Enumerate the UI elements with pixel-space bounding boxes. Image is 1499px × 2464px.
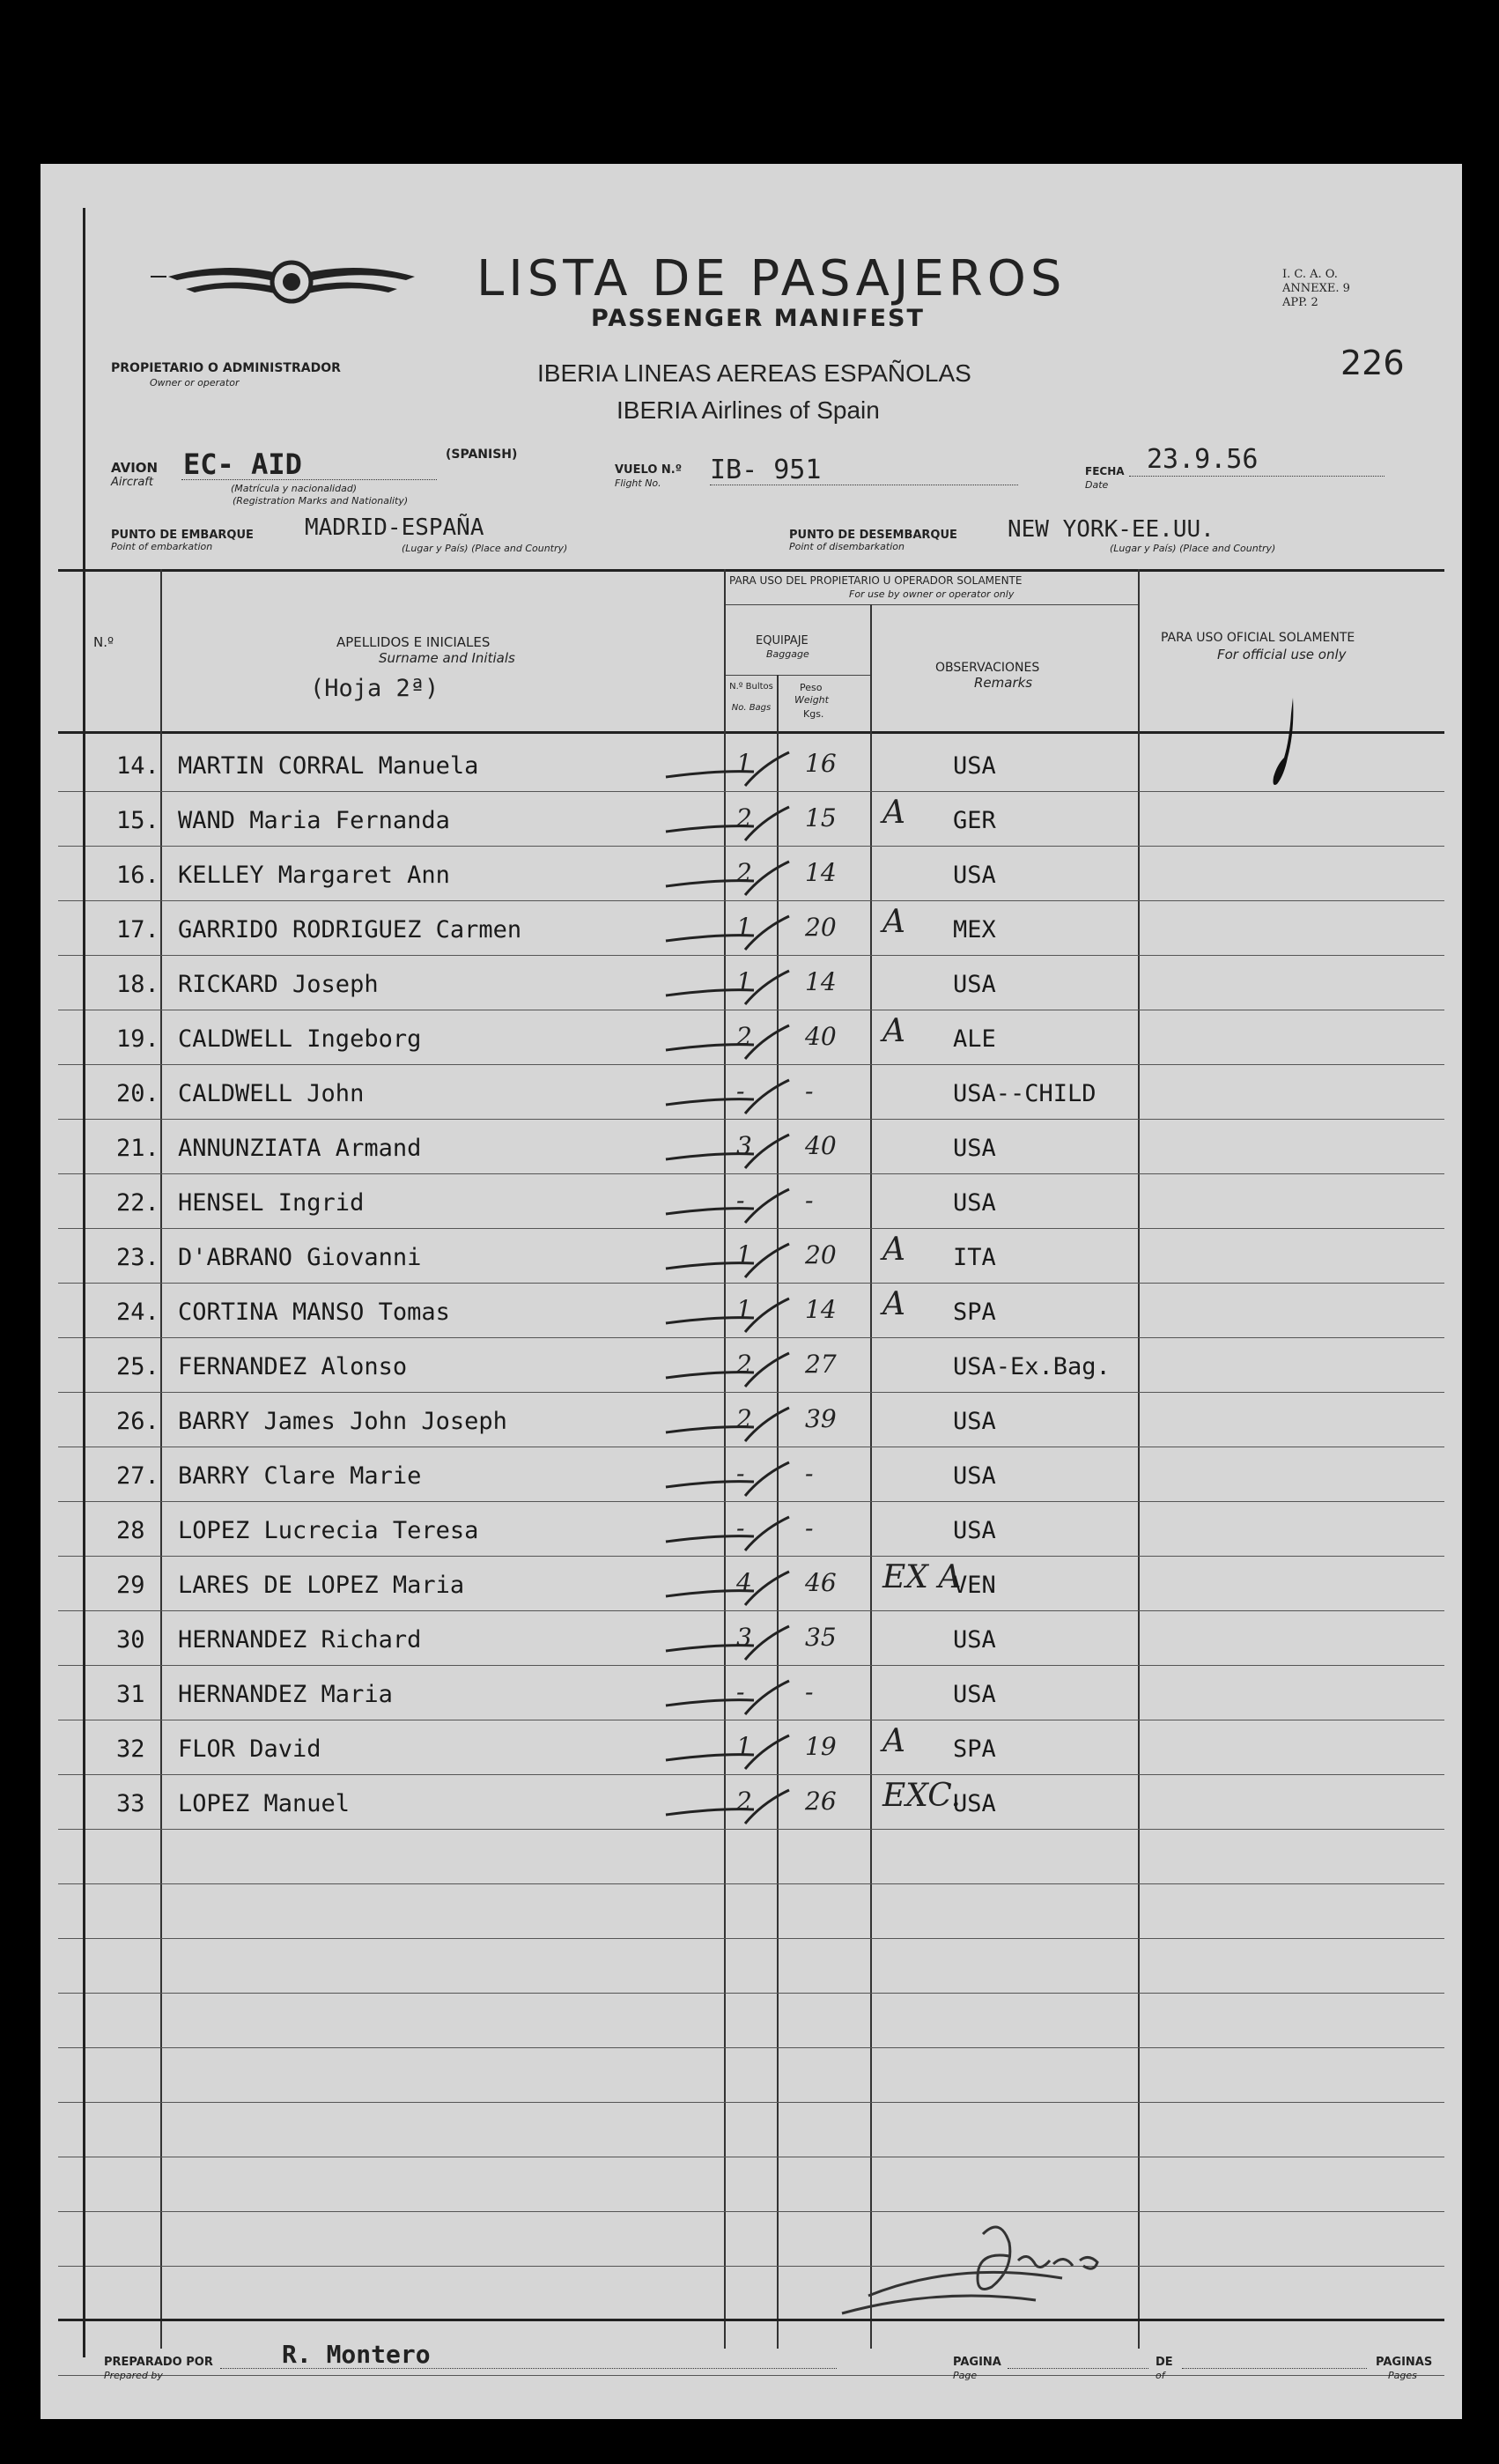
row-rule (58, 2047, 1444, 2048)
flight-underline (710, 485, 1018, 486)
aircraft-note: (Matrícula y nacionalidad) (231, 483, 358, 494)
prepared-label: PREPARADO POR (104, 2356, 213, 2369)
col-names-header-en: Surname and Initials (379, 650, 515, 666)
remark: USA (953, 1790, 996, 1817)
bags-count: 2 (736, 1787, 752, 1816)
col-no-header: N.º (93, 634, 114, 650)
row-number: 17. (116, 916, 159, 943)
passenger-name: CORTINA MANSO Tomas (178, 1299, 450, 1326)
check-stroke-icon (657, 1402, 798, 1447)
embark-label-en: Point of embarkation (111, 541, 213, 552)
row-number: 30 (116, 1626, 145, 1654)
remark: USA (953, 1681, 996, 1708)
baggage-weight: 26 (805, 1787, 837, 1816)
row-number: 33 (116, 1790, 145, 1817)
baggage-weight: 40 (805, 1022, 837, 1051)
remark: SPA (953, 1299, 996, 1326)
col-names-header: APELLIDOS E INICIALES (336, 634, 491, 650)
page-title: LISTA DE PASAJEROS (476, 250, 1067, 307)
check-stroke-icon (657, 1020, 798, 1064)
baggage-weight: 35 (805, 1623, 837, 1652)
owner-use-divider (726, 604, 1138, 605)
official-header-en: For official use only (1217, 647, 1347, 662)
row-number: 14. (116, 752, 159, 780)
page-underline (1008, 2368, 1148, 2370)
check-stroke-icon (657, 802, 798, 846)
handwritten-mark: EXC. (882, 1778, 961, 1814)
row-number: 22. (116, 1189, 159, 1217)
owner-use-header: PARA USO DEL PROPIETARIO U OPERADOR SOLAMENTE (729, 574, 1023, 587)
icao-line-2: ANNEXE. 9 (1282, 282, 1350, 295)
bags-count: 1 (736, 1295, 752, 1324)
date-value: 23.9.56 (1147, 444, 1259, 475)
handwritten-mark: A (882, 904, 905, 940)
row-rule (58, 846, 1444, 847)
passenger-name: CALDWELL Ingeborg (178, 1025, 422, 1053)
row-rule (58, 1610, 1444, 1611)
disembark-note: (Lugar y País) (Place and Country) (1110, 543, 1276, 554)
check-stroke-icon (657, 1457, 798, 1501)
baggage-weight: 14 (805, 858, 837, 887)
passenger-name: BARRY James John Joseph (178, 1408, 507, 1435)
bags-count: - (736, 1677, 745, 1706)
check-stroke-icon (657, 1348, 798, 1392)
row-rule (58, 1283, 1444, 1284)
row-rule (58, 2211, 1444, 2212)
row-number: 21. (116, 1135, 159, 1162)
baggage-weight: 19 (805, 1732, 837, 1761)
bags-count: 2 (736, 1022, 752, 1051)
owner-value: IBERIA LINEAS AEREAS ESPAÑOLAS (537, 359, 971, 387)
table-header-bottom (58, 731, 1444, 734)
row-rule (58, 1337, 1444, 1338)
check-stroke-icon (657, 1566, 798, 1610)
disembark-label-en: Point of disembarkation (789, 541, 905, 552)
remark: USA (953, 752, 996, 780)
bags-count: 4 (736, 1568, 752, 1597)
prepared-underline (220, 2368, 837, 2370)
remark: USA--CHILD (953, 1080, 1097, 1107)
weight-header: Peso (800, 682, 823, 693)
row-rule (58, 955, 1444, 956)
row-number: 16. (116, 862, 159, 889)
row-number: 25. (116, 1353, 159, 1380)
baggage-weight: 27 (805, 1350, 837, 1379)
row-rule (58, 1501, 1444, 1502)
row-rule (58, 1228, 1444, 1229)
page-label: PAGINA (953, 2356, 1001, 2369)
check-stroke-icon (657, 1129, 798, 1173)
baggage-weight: - (805, 1459, 814, 1488)
embark-note: (Lugar y País) (Place and Country) (402, 543, 568, 554)
bags-count: - (736, 1077, 745, 1106)
remark: USA (953, 1135, 996, 1162)
baggage-weight: 14 (805, 967, 837, 996)
handwritten-mark: A (882, 795, 905, 831)
row-rule (58, 1556, 1444, 1557)
col-remarks-divider (1138, 569, 1140, 2349)
remark: VEN (953, 1572, 996, 1599)
date-label: FECHA (1085, 465, 1125, 477)
handwritten-mark: A (882, 1013, 905, 1049)
check-stroke-icon (657, 1676, 798, 1720)
check-stroke-icon (657, 1184, 798, 1228)
passenger-name: HERNANDEZ Maria (178, 1681, 393, 1708)
baggage-header-en: Baggage (766, 648, 809, 660)
row-number: 23. (116, 1244, 159, 1271)
page-label-en: Page (953, 2370, 978, 2381)
aircraft-note-en: (Registration Marks and Nationality) (233, 495, 409, 507)
table-top-border (58, 569, 1444, 572)
row-rule (58, 1064, 1444, 1065)
remark: USA (953, 1462, 996, 1490)
aircraft-label: AVION (111, 460, 159, 476)
row-rule (58, 791, 1444, 792)
passenger-name: KELLEY Margaret Ann (178, 862, 450, 889)
row-number: 27. (116, 1462, 159, 1490)
check-stroke-icon (657, 911, 798, 955)
official-ink-mark-icon (1268, 696, 1303, 793)
check-stroke-icon (657, 1512, 798, 1556)
passenger-name: D'ABRANO Giovanni (178, 1244, 422, 1271)
bags-count: 3 (736, 1131, 752, 1160)
remark: USA (953, 1517, 996, 1544)
row-number: 32 (116, 1735, 145, 1763)
baggage-header: EQUIPAJE (756, 634, 809, 647)
row-rule (58, 1883, 1444, 1884)
row-rule (58, 900, 1444, 901)
row-number: 28 (116, 1517, 145, 1544)
handwritten-mark: A (882, 1286, 905, 1322)
remark: GER (953, 807, 996, 834)
baggage-weight: 15 (805, 803, 837, 832)
passenger-name: FERNANDEZ Alonso (178, 1353, 408, 1380)
bags-count: 2 (736, 803, 752, 832)
baggage-weight: 16 (805, 749, 837, 778)
row-rule (58, 1993, 1444, 1994)
row-rule (58, 1829, 1444, 1830)
handwritten-mark: EX A (882, 1559, 962, 1595)
flight-label: VUELO N.º (615, 463, 683, 477)
embark-value: MADRID-ESPAÑA (305, 514, 484, 541)
bags-count: 1 (736, 1240, 752, 1269)
row-number: 15. (116, 807, 159, 834)
aircraft-underline (181, 479, 437, 481)
passenger-name: ANNUNZIATA Armand (178, 1135, 422, 1162)
aircraft-nationality: (SPANISH) (446, 448, 518, 462)
row-number: 24. (116, 1299, 159, 1326)
pages-label: PAGINAS (1376, 2356, 1433, 2369)
remark: MEX (953, 916, 996, 943)
bags-count: 1 (736, 749, 752, 778)
col-weight-divider (870, 604, 872, 2349)
check-stroke-icon (657, 966, 798, 1010)
handwritten-mark: A (882, 1232, 905, 1268)
check-stroke-icon (657, 1075, 798, 1119)
row-rule (58, 1392, 1444, 1393)
row-number: 20. (116, 1080, 159, 1107)
pages-label-en: Pages (1388, 2370, 1417, 2381)
bags-count: 1 (736, 913, 752, 942)
disembark-label: PUNTO DE DESEMBARQUE (789, 529, 957, 542)
row-rule (58, 2375, 1444, 2376)
date-label-en: Date (1085, 479, 1109, 491)
row-rule (58, 2266, 1444, 2267)
footer-top-border (58, 2319, 1444, 2321)
passenger-name: HERNANDEZ Richard (178, 1626, 422, 1654)
flight-value: IB- 951 (710, 455, 822, 485)
row-number: 29 (116, 1572, 145, 1599)
bags-count: 2 (736, 1404, 752, 1433)
row-rule (58, 1665, 1444, 1666)
bags-header-en: No. Bags (731, 703, 772, 713)
row-number: 31 (116, 1681, 145, 1708)
flight-label-en: Flight No. (615, 477, 661, 489)
passenger-name: LOPEZ Manuel (178, 1790, 351, 1817)
row-rule (58, 1173, 1444, 1174)
passenger-name: FLOR David (178, 1735, 321, 1763)
bags-header: N.º Bultos (729, 682, 773, 692)
bags-count: 1 (736, 1732, 752, 1761)
remark: USA (953, 1408, 996, 1435)
left-margin-rule (83, 208, 85, 2357)
icao-line-1: I. C. A. O. (1282, 268, 1338, 281)
row-number: 18. (116, 971, 159, 998)
check-stroke-icon (657, 1785, 798, 1829)
page-number: 226 (1340, 344, 1405, 382)
passenger-name: LARES DE LOPEZ Maria (178, 1572, 465, 1599)
aircraft-value: EC- AID (183, 448, 302, 481)
check-stroke-icon (657, 1621, 798, 1665)
of-underline (1182, 2368, 1367, 2370)
passenger-name: HENSEL Ingrid (178, 1189, 365, 1217)
remarks-header-en: Remarks (974, 675, 1033, 691)
row-rule (58, 1119, 1444, 1120)
baggage-weight: - (805, 1186, 814, 1215)
bags-count: - (736, 1186, 745, 1215)
page-subtitle: PASSENGER MANIFEST (591, 305, 925, 332)
weight-header-en: Weight (794, 694, 829, 706)
weight-unit: Kgs. (803, 708, 824, 720)
remark: USA (953, 862, 996, 889)
baggage-weight: 40 (805, 1131, 837, 1160)
prepared-label-en: Prepared by (104, 2370, 163, 2381)
baggage-weight: 46 (805, 1568, 837, 1597)
row-number: 19. (116, 1025, 159, 1053)
remarks-header: OBSERVACIONES (935, 661, 1040, 675)
remark: USA-Ex.Bag. (953, 1353, 1111, 1380)
owner-label: PROPIETARIO O ADMINISTRADOR (111, 361, 341, 375)
row-rule (58, 2102, 1444, 2103)
iberia-wings-logo-icon (151, 250, 432, 312)
passenger-name: MARTIN CORRAL Manuela (178, 752, 479, 780)
check-stroke-icon (657, 1730, 798, 1774)
col-no-divider (160, 569, 162, 2349)
handwritten-mark: A (882, 1723, 905, 1759)
manifest-sheet (41, 164, 1462, 2419)
remark: ALE (953, 1025, 996, 1053)
aircraft-label-en: Aircraft (111, 476, 153, 489)
baggage-weight: 14 (805, 1295, 837, 1324)
passenger-name: BARRY Clare Marie (178, 1462, 422, 1490)
passenger-name: GARRIDO RODRIGUEZ Carmen (178, 916, 522, 943)
baggage-weight: 20 (805, 913, 837, 942)
bags-count: 2 (736, 858, 752, 887)
official-header: PARA USO OFICIAL SOLAMENTE (1161, 631, 1355, 645)
baggage-weight: - (805, 1677, 814, 1706)
bags-count: - (736, 1513, 745, 1543)
bags-count: 2 (736, 1350, 752, 1379)
check-stroke-icon (657, 1293, 798, 1337)
remark: USA (953, 1189, 996, 1217)
check-stroke-icon (657, 1239, 798, 1283)
embark-label: PUNTO DE EMBARQUE (111, 529, 254, 542)
passenger-name: RICKARD Joseph (178, 971, 379, 998)
date-underline (1129, 476, 1385, 477)
passenger-name: LOPEZ Lucrecia Teresa (178, 1517, 479, 1544)
check-stroke-icon (657, 856, 798, 900)
passenger-name: CALDWELL John (178, 1080, 365, 1107)
bags-divider (726, 675, 870, 676)
signature-icon (833, 2208, 1150, 2322)
prepared-value: R. Montero (282, 2340, 431, 2369)
owner-label-en: Owner or operator (150, 377, 240, 388)
remark: USA (953, 971, 996, 998)
remark: ITA (953, 1244, 996, 1271)
row-rule (58, 1938, 1444, 1939)
disembark-value: NEW YORK-EE.UU. (1008, 516, 1215, 543)
sheet-note: (Hoja 2ª) (310, 675, 439, 702)
remark: USA (953, 1626, 996, 1654)
row-rule (58, 1774, 1444, 1775)
bags-count: 3 (736, 1623, 752, 1652)
baggage-weight: - (805, 1513, 814, 1543)
row-number: 26. (116, 1408, 159, 1435)
bags-count: - (736, 1459, 745, 1488)
remark: SPA (953, 1735, 996, 1763)
passenger-name: WAND Maria Fernanda (178, 807, 450, 834)
baggage-weight: - (805, 1077, 814, 1106)
owner-value-en: IBERIA Airlines of Spain (617, 396, 880, 424)
icao-line-3: APP. 2 (1282, 296, 1318, 309)
of-label-en: of (1156, 2370, 1165, 2381)
of-label: DE (1156, 2356, 1173, 2369)
bags-count: 1 (736, 967, 752, 996)
owner-use-header-en: For use by owner or operator only (849, 588, 1015, 600)
baggage-weight: 20 (805, 1240, 837, 1269)
check-stroke-icon (657, 747, 798, 791)
baggage-weight: 39 (805, 1404, 837, 1433)
